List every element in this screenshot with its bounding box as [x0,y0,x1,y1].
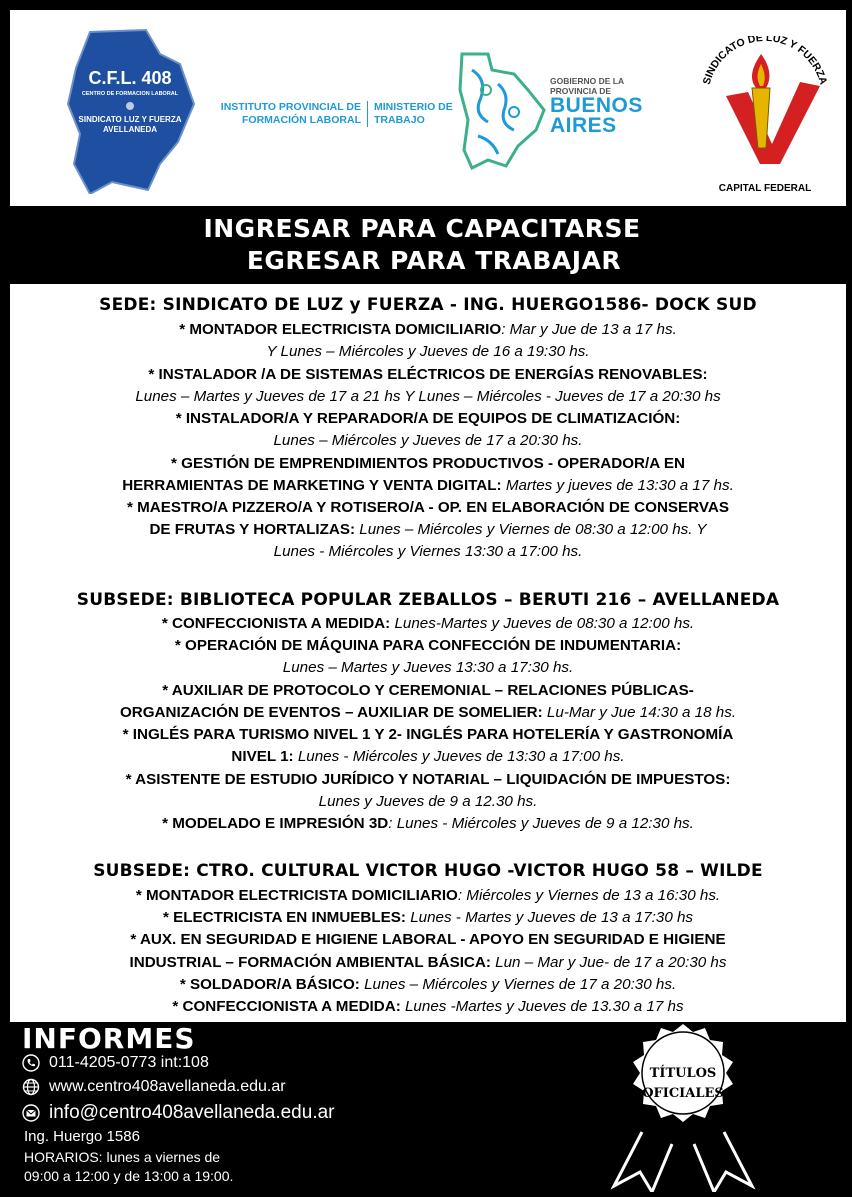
sede-line-11: Lunes - Miércoles y Viernes 13:30 a 17:00 hs. [273,543,583,560]
ipfl-left-line2: FORMACIÓN LABORAL [242,114,361,126]
subsede2-title: SUBSEDE: CTRO. CULTURAL VICTOR HUGO -VICTOR HUGO 58 – WILDE [93,861,763,881]
address: Ing. Huergo 1586 [24,1128,140,1145]
subsede1-line-4: * AUXILIAR DE PROTOCOLO Y CEREMONIAL – RELACIONES PÚBLICAS- [162,682,694,699]
cfl-logo-subtitle: CENTRO DE FORMACION LABORAL [81,91,179,97]
pba-logo-text [550,76,660,136]
subsede1-line-10: * MODELADO E IMPRESIÓN 3D: Lunes - Miércoles y Jueves de 9 a 12:30 hs. [162,815,694,832]
subsede1-line-2: * OPERACIÓN DE MÁQUINA PARA CONFECCIÓN DE INDUMENTARIA: [174,637,682,654]
sede-line-7: * GESTIÓN DE EMPRENDIMIENTOS PRODUCTIVOS - OPERADOR/A EN [171,455,685,472]
web-contact[interactable] [22,1078,286,1096]
subsede1-line-5: ORGANIZACIÓN DE EVENTOS – AUXILIAR DE SOMELIER: Lu-Mar y Jue 14:30 a 18 hs. [119,704,737,721]
sede-line-8: HERRAMIENTAS DE MARKETING Y VENTA DIGITAL: Martes y jueves de 13:30 a 17 hs. [122,477,734,494]
slyf-caption: CAPITAL FEDERAL [718,183,812,194]
ipfl-right-line2: TRABAJO [374,114,425,126]
sede-line-2: Y Lunes – Miércoles y Jueves de 16 a 19:30 hs. [266,343,590,360]
subsede2-line-1: * MONTADOR ELECTRICISTA DOMICILIARIO: Miércoles y Viernes de 13 a 16:30 hs. [135,887,721,904]
hours-times: 09:00 a 12:00 y de 13:00 a 19:00. [24,1168,234,1184]
courses-panel [10,284,846,1022]
cfl-logo-line1: SINDICATO LUZ Y FUERZA [78,115,182,124]
phone-icon [22,1054,40,1072]
ipfl-logo [218,94,468,134]
pba-line3: BUENOS [550,94,643,117]
sede-line-10: DE FRUTAS Y HORTALIZAS: Lunes – Miércoles y Viernes de 08:30 a 12:00 hs. Y [149,521,707,538]
seal-line1: TÍTULOS [649,1066,717,1081]
slogan-banner [0,206,852,280]
hours-days: HORARIOS: lunes a viernes de [24,1149,221,1165]
slogan-line1: INGRESAR PARA CAPACITARSE [203,214,641,243]
sede-line-3: * INSTALADOR /A DE SISTEMAS ELÉCTRICOS DE ENERGÍAS RENOVABLES: [148,366,708,383]
informes-title: INFORMES [22,1022,196,1055]
slogan-line2: EGRESAR PARA TRABAJAR [246,246,622,275]
sede-title: SEDE: SINDICATO DE LUZ y FUERZA - ING. HUERGO1586- DOCK SUD [99,295,757,315]
website-link[interactable]: www.centro408avellaneda.edu.ar [49,1078,286,1095]
cfl-logo-title: C.F.L. 408 [88,68,172,88]
pba-line1: GOBIERNO DE LA [550,76,625,86]
slyf-capital-logo [690,36,840,196]
sede-line-5: * INSTALADOR/A Y REPARADOR/A DE EQUIPOS DE CLIMATIZACIÓN: [175,410,681,427]
subsede2-line-2: * ELECTRICISTA EN INMUEBLES: Lunes - Martes y Jueves de 13 a 17:30 hs [162,909,694,926]
subsede2-line-6: * CONFECCIONISTA A MEDIDA: Lunes -Martes y Jueves de 13.30 a 17 hs [172,998,684,1015]
subsede2-line-3: * AUX. EN SEGURIDAD E HIGIENE LABORAL - APOYO EN SEGURIDAD E HIGIENE [130,931,726,948]
sede-line-9: * MAESTRO/A PIZZERO/A Y ROTISERO/A - OP. EN ELABORACIÓN DE CONSERVAS [127,499,729,516]
subsede2-line-5: * SOLDADOR/A BÁSICO: Lunes – Miércoles y Viernes de 17 a 20:30 hs. [179,976,677,993]
buenos-aires-map-icon [458,50,548,170]
subsede2-line-4: INDUSTRIAL – FORMACIÓN AMBIENTAL BÁSICA: Lun – Mar y Jue- de 17 a 20:30 hs [129,954,727,971]
slyf-torch-icon [690,36,840,186]
logo-header [10,10,846,206]
subsede1-line-1: * CONFECCIONISTA A MEDIDA: Lunes-Martes y Jueves de 08:30 a 12:00 hs. [161,615,695,632]
sede-line-6: Lunes – Miércoles y Jueves de 17 a 20:30 hs. [273,432,583,449]
official-seal-icon [606,1022,760,1192]
cfl-logo-line2: AVELLANEDA [102,125,158,134]
subsede1-line-7: NIVEL 1: Lunes - Miércoles y Jueves de 13:30 a 17:00 hs. [231,748,625,765]
pba-line2: PROVINCIA DE [550,86,612,96]
email-contact[interactable] [22,1102,335,1124]
sede-line-4: Lunes – Martes y Jueves de 17 a 21 hs Y Lunes – Miércoles - Jueves de 17 a 20:30 hs [135,388,721,405]
seal-line2: OFICIALES [642,1086,724,1101]
subsede1-title: SUBSEDE: BIBLIOTECA POPULAR ZEBALLOS – BERUTI 216 – AVELLANEDA [76,590,780,610]
subsede1-line-9: Lunes y Jueves de 9 a 12.30 hs. [318,793,538,810]
subsede1-line-3: Lunes – Martes y Jueves 13:30 a 17:30 hs. [282,659,574,676]
globe-icon [22,1078,40,1096]
sede-line-1: * MONTADOR ELECTRICISTA DOMICILIARIO: Mar y Jue de 13 a 17 hs. [179,321,677,338]
phone-number: 011-4205-0773 int:108 [49,1054,209,1071]
ipfl-left-line1: INSTITUTO PROVINCIAL DE [220,101,361,113]
cfl-408-logo [60,24,200,194]
subsede1-line-6: * INGLÉS PARA TURISMO NIVEL 1 Y 2- INGLÉS PARA HOTELERÍA Y GASTRONOMÍA [122,726,734,743]
pba-line4: AIRES [550,114,617,137]
subsede1-line-8: * ASISTENTE DE ESTUDIO JURÍDICO Y NOTARIAL – LIQUIDACIÓN DE IMPUESTOS: [125,771,731,788]
email-link[interactable]: info@centro408avellaneda.edu.ar [49,1102,335,1123]
phone-contact[interactable] [22,1054,209,1072]
slyf-arc-text: SINDICATO DE LUZ Y FUERZA [700,36,830,87]
email-icon [22,1104,40,1122]
ipfl-right-line1: MINISTERIO DE [374,101,453,113]
